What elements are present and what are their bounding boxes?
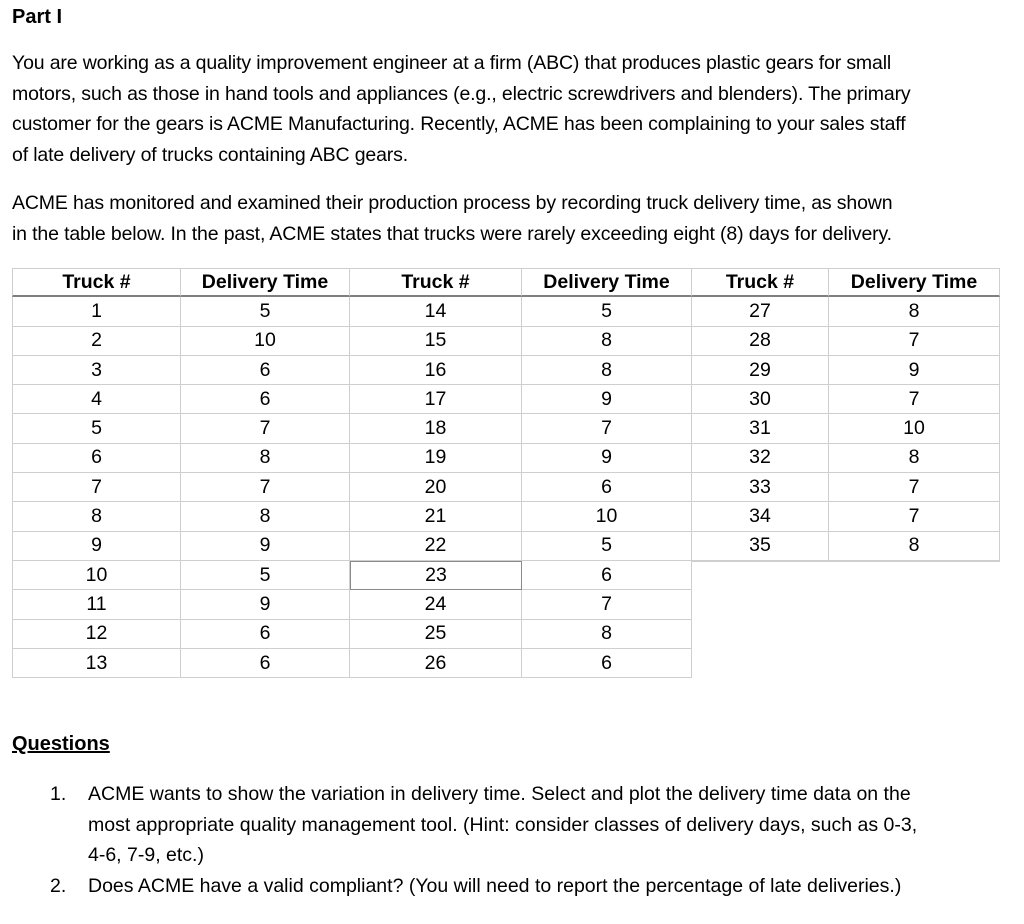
truck-number-cell: 5 — [12, 414, 181, 443]
delivery-time-cell: 7 — [829, 327, 1000, 356]
column-header: Delivery Time — [829, 268, 1000, 297]
column-header: Delivery Time — [522, 268, 692, 297]
delivery-time-cell: 8 — [181, 502, 350, 531]
truck-number-cell: 8 — [12, 502, 181, 531]
delivery-time-cell: 6 — [522, 473, 692, 502]
question-item — [50, 779, 1010, 871]
truck-number-cell: 9 — [12, 532, 181, 561]
truck-number-cell: 12 — [12, 620, 181, 649]
truck-number-cell: 7 — [12, 473, 181, 502]
questions-heading: Questions — [12, 733, 110, 755]
delivery-time-cell: 7 — [522, 414, 692, 443]
truck-number-cell: 34 — [692, 502, 829, 531]
question-line: ACME wants to show the variation in delivery time. Select and plot the delivery time data on the — [88, 783, 911, 805]
truck-number-cell: 21 — [350, 502, 522, 531]
question-line: most appropriate quality management tool. (Hint: consider classes of delivery days, such as 0-3, — [88, 813, 918, 836]
delivery-time-cell: 9 — [181, 590, 350, 619]
truck-number-cell: 10 — [12, 561, 181, 590]
truck-number-cell: 32 — [692, 444, 829, 473]
truck-number-cell: 14 — [350, 297, 522, 326]
truck-number-cell: 15 — [350, 327, 522, 356]
delivery-time-cell: 8 — [829, 444, 1000, 473]
question-text — [88, 779, 917, 871]
delivery-time-cell: 10 — [181, 327, 350, 356]
truck-number-cell: 3 — [12, 356, 181, 385]
empty-cell — [692, 620, 829, 649]
empty-cell — [829, 561, 1000, 590]
paragraph-line: customer for the gears is ACME Manufacturing. Recently, ACME has been complaining to your sales staff — [12, 113, 906, 135]
delivery-time-cell: 8 — [522, 620, 692, 649]
delivery-time-cell: 6 — [522, 561, 692, 590]
delivery-time-cell: 9 — [522, 444, 692, 473]
question-line: 4-6, 7-9, etc.) — [88, 844, 204, 866]
truck-number-cell: 6 — [12, 444, 181, 473]
delivery-time-cell: 6 — [522, 649, 692, 678]
question-item — [50, 871, 1010, 902]
empty-cell — [692, 590, 829, 619]
empty-cell — [829, 620, 1000, 649]
empty-cell — [829, 649, 1000, 678]
delivery-time-cell: 8 — [522, 327, 692, 356]
delivery-time-cell: 7 — [181, 414, 350, 443]
questions-list — [50, 779, 1010, 901]
truck-number-cell: 31 — [692, 414, 829, 443]
paragraph-line: motors, such as those in hand tools and appliances (e.g., electric screwdrivers and blenders). The primary — [12, 82, 911, 105]
truck-number-cell: 18 — [350, 414, 522, 443]
question-line: Does ACME have a valid compliant? (You will need to report the percentage of late deliveries.) — [88, 874, 902, 897]
delivery-time-cell: 7 — [829, 473, 1000, 502]
delivery-time-cell: 9 — [829, 356, 1000, 385]
delivery-time-cell: 10 — [829, 414, 1000, 443]
truck-number-cell: 28 — [692, 327, 829, 356]
question-text — [88, 871, 901, 902]
question-number: 1. — [50, 783, 67, 805]
context-paragraph — [12, 188, 1012, 249]
delivery-time-cell: 8 — [181, 444, 350, 473]
delivery-time-cell: 7 — [181, 473, 350, 502]
truck-number-cell: 35 — [692, 532, 829, 561]
truck-number-cell: 24 — [350, 590, 522, 619]
truck-number-cell: 22 — [350, 532, 522, 561]
delivery-time-cell: 7 — [829, 385, 1000, 414]
delivery-time-cell: 6 — [181, 649, 350, 678]
paragraph-line: ACME has monitored and examined their production process by recording truck delivery time, as shown — [12, 192, 893, 214]
column-header: Truck # — [12, 268, 181, 297]
truck-number-cell: 30 — [692, 385, 829, 414]
delivery-time-cell: 6 — [181, 620, 350, 649]
delivery-time-cell: 7 — [829, 502, 1000, 531]
delivery-time-cell: 5 — [522, 297, 692, 326]
delivery-time-cell: 9 — [522, 385, 692, 414]
truck-number-cell: 4 — [12, 385, 181, 414]
paragraph-line: in the table below. In the past, ACME states that trucks were rarely exceeding eight (8) days for delivery. — [12, 222, 892, 245]
question-number: 2. — [50, 874, 67, 897]
empty-cell — [692, 649, 829, 678]
empty-cell — [692, 561, 829, 590]
delivery-time-cell: 10 — [522, 502, 692, 531]
delivery-time-table — [12, 268, 1000, 678]
truck-number-cell: 17 — [350, 385, 522, 414]
delivery-time-cell: 5 — [522, 532, 692, 561]
delivery-time-cell: 9 — [181, 532, 350, 561]
truck-number-cell: 1 — [12, 297, 181, 326]
part-title: Part I — [12, 6, 63, 28]
column-header: Truck # — [350, 268, 522, 297]
truck-number-cell: 23 — [350, 561, 522, 590]
delivery-time-cell: 8 — [829, 297, 1000, 326]
truck-number-cell: 29 — [692, 356, 829, 385]
truck-number-cell: 20 — [350, 473, 522, 502]
column-header: Truck # — [692, 268, 829, 297]
truck-number-cell: 33 — [692, 473, 829, 502]
delivery-time-cell: 6 — [181, 385, 350, 414]
truck-number-cell: 26 — [350, 649, 522, 678]
paragraph-line: of late delivery of trucks containing ABC gears. — [12, 143, 409, 166]
truck-number-cell: 2 — [12, 327, 181, 356]
empty-cell — [829, 590, 1000, 619]
delivery-time-cell: 5 — [181, 561, 350, 590]
truck-number-cell: 19 — [350, 444, 522, 473]
delivery-time-cell: 8 — [522, 356, 692, 385]
truck-number-cell: 27 — [692, 297, 829, 326]
delivery-time-cell: 5 — [181, 297, 350, 326]
paragraph-line: You are working as a quality improvement engineer at a firm (ABC) that produces plastic gears for small — [12, 52, 892, 74]
delivery-time-cell: 6 — [181, 356, 350, 385]
delivery-time-cell: 7 — [522, 590, 692, 619]
delivery-time-cell: 8 — [829, 532, 1000, 561]
truck-number-cell: 11 — [12, 590, 181, 619]
truck-number-cell: 16 — [350, 356, 522, 385]
truck-number-cell: 13 — [12, 649, 181, 678]
intro-paragraph — [12, 48, 1012, 170]
column-header: Delivery Time — [181, 268, 350, 297]
truck-number-cell: 25 — [350, 620, 522, 649]
